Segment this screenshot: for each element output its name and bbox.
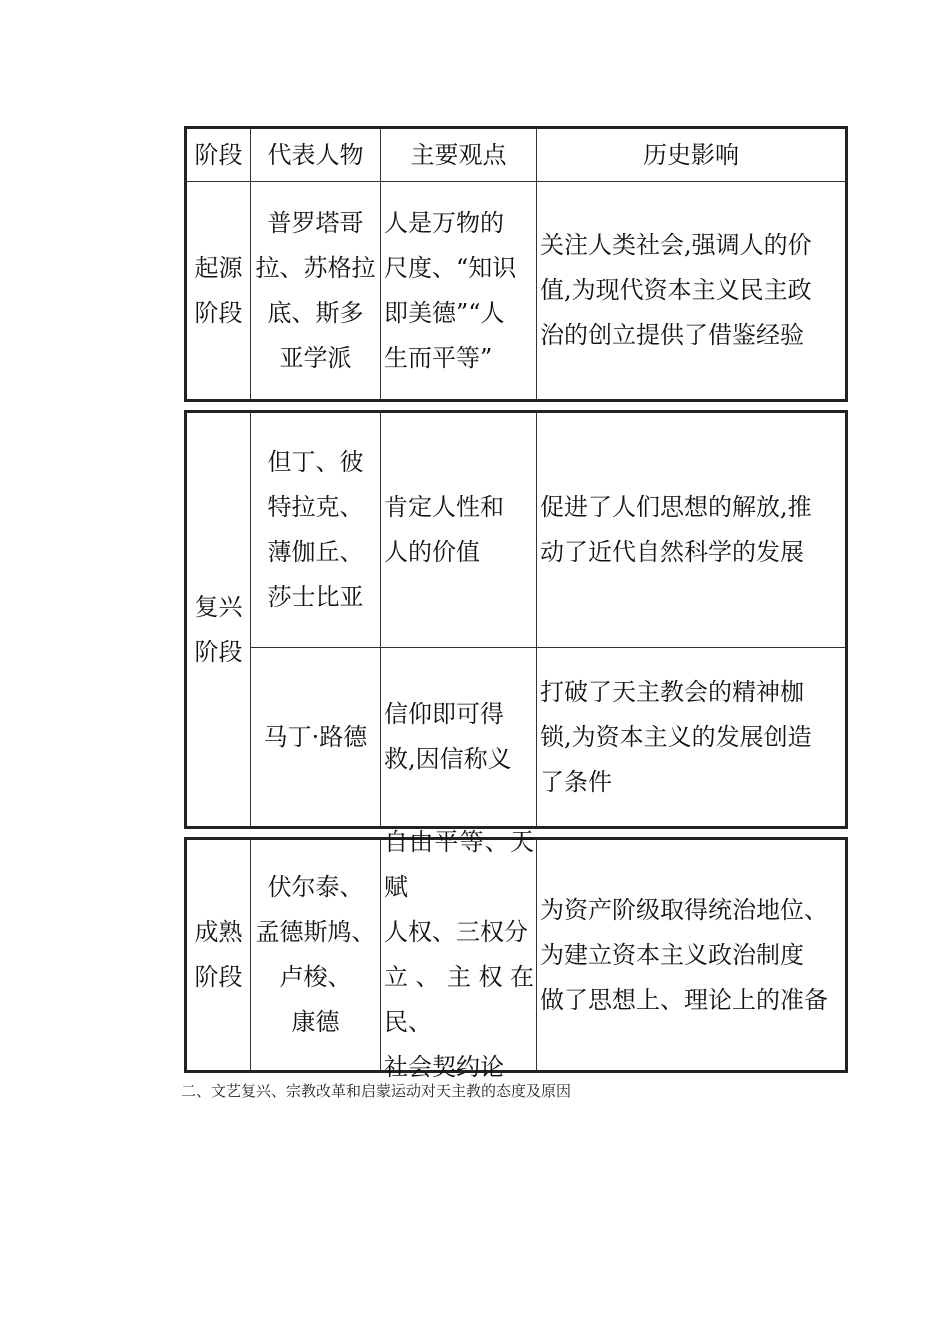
table-revival	[184, 410, 848, 829]
mature-figures: 伏尔泰、 孟德斯鸠、 卢梭、 康德	[255, 873, 376, 1036]
origin-impact: 关注人类社会,强调人的价 值,为现代资本主义民主政 治的创立提供了借鉴经验	[540, 231, 812, 349]
column-divider	[380, 413, 381, 826]
revival-row1-views: 肯定人性和 人的价值	[384, 493, 504, 566]
origin-stage: 起源 阶段	[194, 253, 243, 327]
mature-stage: 成熟 阶段	[194, 918, 243, 991]
column-divider	[536, 840, 537, 1070]
table-origin	[184, 126, 848, 402]
header-views: 主要观点	[410, 140, 507, 169]
revival-row2-figures: 马丁·路德	[263, 722, 368, 751]
revival-row2-impact: 打破了天主教会的精神枷 锁,为资本主义的发展创造 了条件	[540, 677, 812, 796]
header-impact: 历史影响	[643, 140, 739, 169]
origin-figures: 普罗塔哥 拉、苏格拉 底、斯多 亚学派	[255, 208, 376, 372]
section-caption: 二、文艺复兴、宗教改革和启蒙运动对天主教的态度及原因	[181, 1082, 572, 1100]
column-divider	[536, 413, 537, 826]
header-figures: 代表人物	[267, 140, 364, 169]
table-mature	[184, 828, 848, 1081]
mature-views: 自由平等、天赋 人权、三权分 立、主权在民、 社会契约论	[384, 828, 534, 1081]
revival-row2-views: 信仰即可得 救,因信称义	[384, 700, 512, 773]
mature-impact: 为资产阶级取得统治地位、 为建立资本主义政治制度 做了思想上、理论上的准备	[540, 895, 828, 1014]
column-divider	[380, 840, 381, 1070]
revival-row1-figures: 但丁、彼 特拉克、 薄伽丘、 莎士比亚	[267, 448, 364, 611]
revival-row1-impact: 促进了人们思想的解放,推 动了近代自然科学的发展	[540, 493, 812, 566]
header-stage: 阶段	[194, 140, 243, 169]
origin-views: 人是万物的 尺度、“知识 即美德”“人 生而平等”	[384, 208, 517, 372]
revival-stage: 复兴 阶段	[194, 592, 243, 666]
